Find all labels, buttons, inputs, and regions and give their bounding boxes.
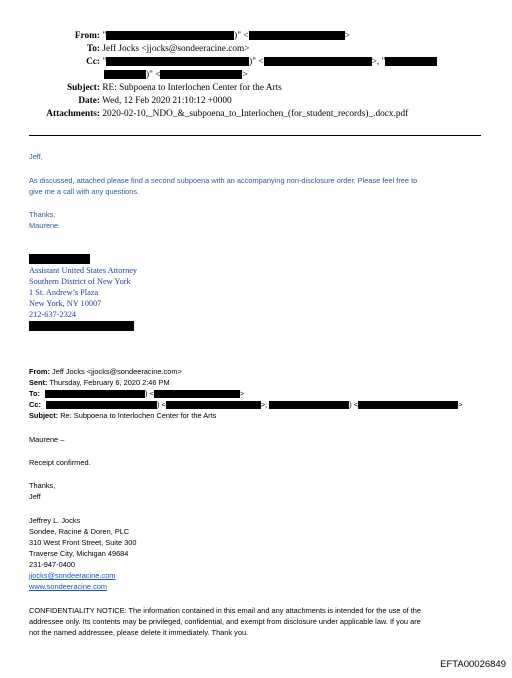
- redaction-bar: [29, 321, 134, 331]
- quoted-body: Receipt confirmed.: [29, 458, 91, 467]
- quoted-from-value: Jeff Jocks <jjocks@sondeeracine.com>: [52, 367, 182, 376]
- quoted-from-label: From:: [29, 367, 50, 376]
- redaction-bar: [249, 31, 345, 40]
- quoted-sent-value: Thursday, February 6, 2020 2:46 PM: [49, 378, 170, 387]
- quoted-subject-value: Re: Subpoena to Interlochen Center for the Arts: [60, 411, 217, 420]
- message-greeting: Jeff,: [29, 152, 43, 161]
- signature-address-1: 1 St. Andrew’s Plaza: [29, 288, 99, 297]
- quoted-signature-website-link[interactable]: www.sondeeracine.com: [29, 582, 108, 591]
- quoted-subject-row: [29, 411, 216, 421]
- quoted-cc-label: Cc:: [29, 400, 41, 409]
- redaction-bar: [269, 401, 349, 409]
- quoted-signature-name: Jeffrey L. Jocks: [29, 516, 81, 525]
- header-to-row: [0, 43, 250, 55]
- redaction-bar: [29, 254, 90, 264]
- redaction-bar: [154, 390, 240, 398]
- redaction-bar: [358, 401, 458, 409]
- confidentiality-notice-line-3: not the named addressee, please delete it immediately. Thank you.: [29, 628, 249, 637]
- header-date-label: Date:: [78, 96, 100, 106]
- header-date-value: Wed, 12 Feb 2020 21:10:12 +0000: [102, 96, 232, 106]
- quoted-signature-city: Traverse City, Michigan 49684: [29, 549, 129, 558]
- redaction-bar: [385, 57, 437, 66]
- signature-title: Assistant United States Attorney: [29, 266, 138, 275]
- header-attachments-label: Attachments:: [46, 109, 100, 119]
- quoted-sender-name: Jeff: [29, 492, 41, 501]
- header-subject-label: Subject:: [66, 83, 100, 93]
- message-body-line-1: As discussed, attached please find a second subpoena with an accompanying non-disclosure order. Please feel free to: [29, 176, 418, 185]
- quoted-sent-row: [29, 378, 170, 388]
- message-body-line-2: give me a call with any questions.: [29, 187, 140, 196]
- redaction-bar: [106, 31, 234, 40]
- redaction-bar: [45, 390, 145, 398]
- header-to-value: Jeff Jocks <jjocks@sondeeracine.com>: [102, 44, 250, 54]
- quoted-sent-label: Sent:: [29, 378, 48, 387]
- attachment-link[interactable]: 2020-02-10,_NDO_&_subpoena_to_Interlochen_(for_student_records)_.docx.pdf: [102, 109, 409, 119]
- quoted-subject-label: Subject:: [29, 411, 59, 420]
- quoted-signature-street: 310 West Front Street, Suite 300: [29, 538, 137, 547]
- header-divider: [29, 135, 481, 136]
- header-from-label: From:: [74, 31, 100, 41]
- redaction-bar: [160, 70, 242, 79]
- header-subject-value: RE: Subpoena to Interlochen Center for the Arts: [102, 83, 282, 93]
- confidentiality-notice-line-1: CONFIDENTIALITY NOTICE: The information contained in this email and any attachments is intended for the use of the: [29, 606, 422, 615]
- quoted-cc-row: Cc: ) < >; ) < >: [29, 400, 463, 409]
- quoted-thanks: Thanks,: [29, 481, 56, 490]
- header-cc-label: Cc:: [86, 57, 100, 67]
- quoted-greeting: Maurene –: [29, 435, 65, 444]
- bates-number: EFTA00026849: [440, 659, 506, 670]
- quoted-signature-email-link[interactable]: jjocks@sondeeracine.com: [29, 571, 116, 580]
- quoted-signature-phone: 231-947-0400: [29, 560, 76, 569]
- message-sender-name: Maurene: [29, 221, 59, 230]
- header-cc-row-2: )" < >: [104, 69, 248, 81]
- redaction-bar: [264, 57, 372, 66]
- signature-phone: 212-637-2324: [29, 310, 77, 319]
- quoted-signature-firm: Sondee, Racine & Doren, PLC: [29, 527, 130, 536]
- header-from-row: From: " )" < >: [0, 30, 350, 42]
- redaction-bar: [46, 401, 157, 409]
- signature-address-2: New York, NY 10007: [29, 299, 102, 308]
- redaction-bar: [166, 401, 261, 409]
- redaction-bar: [104, 70, 146, 79]
- message-thanks: Thanks,: [29, 210, 56, 219]
- header-subject-row: [0, 82, 282, 94]
- signature-office: Southern District of New York: [29, 277, 131, 286]
- redaction-bar: [106, 57, 249, 66]
- confidentiality-notice-line-2: addressee only. Its contents may be privileged, confidential, and exempt from disclosure under applicable law. If you are: [29, 617, 421, 626]
- header-cc-row: Cc: " )" < >, ": [0, 56, 437, 68]
- header-date-row: [0, 95, 232, 107]
- header-attachments-row: [0, 108, 408, 120]
- quoted-to-label: To:: [29, 389, 40, 398]
- quoted-from-row: [29, 367, 182, 377]
- header-to-label: To:: [86, 44, 100, 54]
- quoted-to-row: To: ) < >: [29, 389, 245, 398]
